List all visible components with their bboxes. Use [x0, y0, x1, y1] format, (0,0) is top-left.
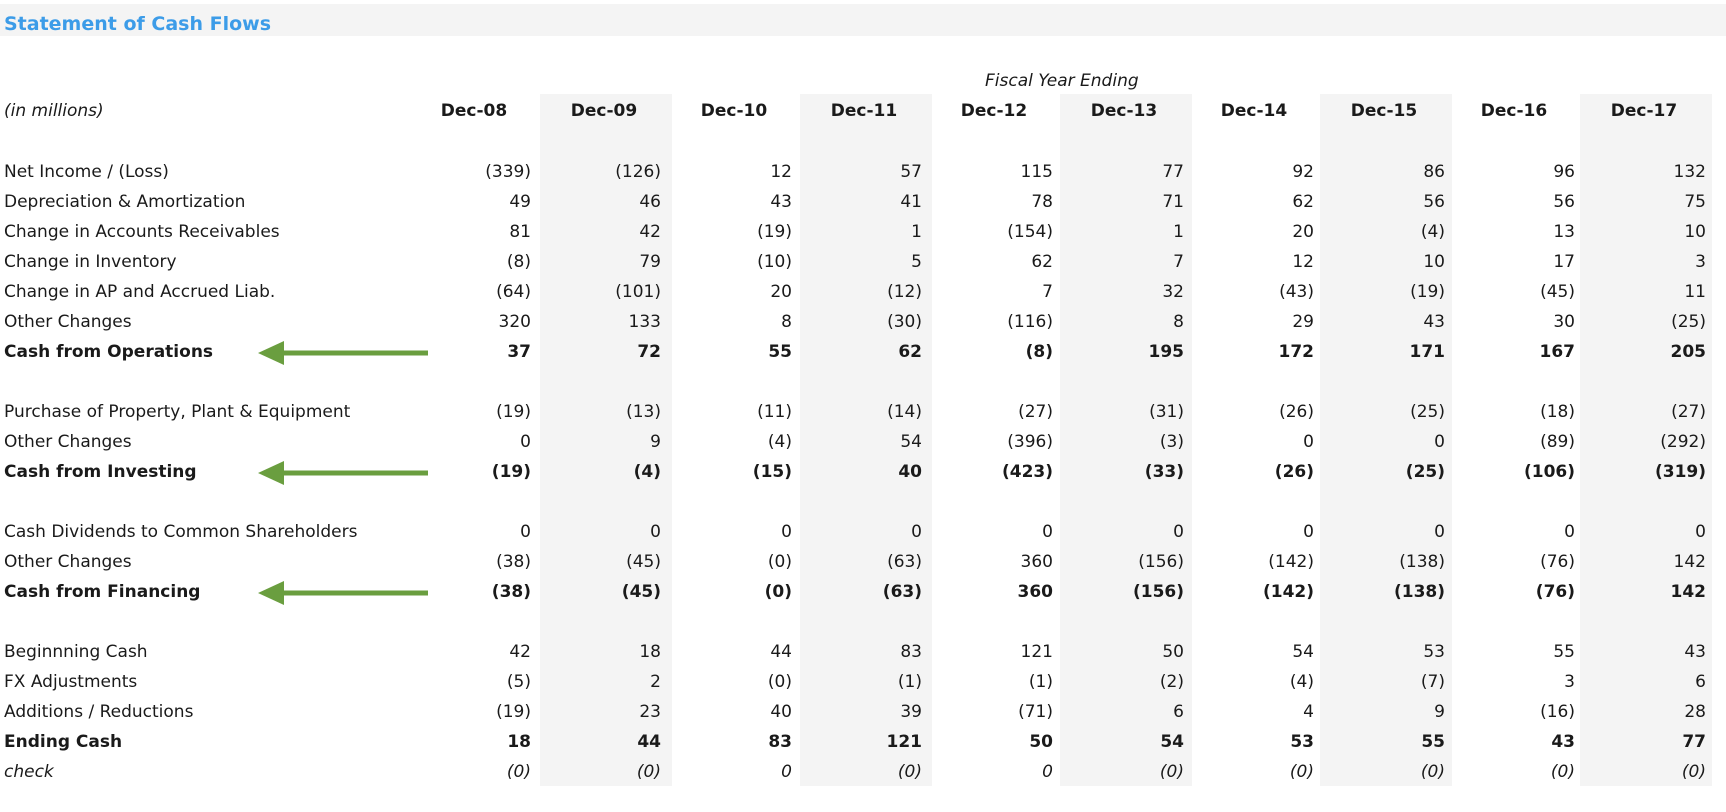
value-cell: 0 [911, 522, 922, 542]
value-cell: (396) [1007, 432, 1053, 452]
value-cell: 9 [650, 432, 661, 452]
value-cell: 37 [507, 342, 531, 362]
value-cell: (26) [1274, 462, 1314, 482]
table-row [0, 642, 1726, 672]
table-row [0, 762, 1726, 792]
value-cell: 46 [639, 192, 661, 212]
value-cell: 0 [1303, 522, 1314, 542]
value-cell: 40 [770, 702, 792, 722]
value-cell: (12) [887, 282, 922, 302]
value-cell: 55 [1553, 642, 1575, 662]
value-cell: 0 [1564, 522, 1575, 542]
row-label: Other Changes [4, 552, 132, 572]
value-cell: 55 [768, 342, 792, 362]
table-row [0, 432, 1726, 462]
value-cell: 0 [1434, 522, 1445, 542]
year-header: Dec-17 [1610, 101, 1678, 121]
value-cell: 1 [911, 222, 922, 242]
table-row [0, 252, 1726, 282]
value-cell: (154) [1007, 222, 1053, 242]
value-cell: 54 [1292, 642, 1314, 662]
table-row [0, 402, 1726, 432]
value-cell: (4) [1289, 672, 1314, 692]
value-cell: 77 [1682, 732, 1706, 752]
table-row [0, 192, 1726, 222]
value-cell: (4) [767, 432, 792, 452]
value-cell: (18) [1540, 402, 1575, 422]
value-cell: 5 [911, 252, 922, 272]
value-cell: 360 [1020, 552, 1053, 572]
row-label: Change in Accounts Receivables [4, 222, 280, 242]
value-cell: 55 [1421, 732, 1445, 752]
value-cell: 56 [1553, 192, 1575, 212]
value-cell: 54 [900, 432, 922, 452]
value-cell: 132 [1673, 162, 1706, 182]
value-cell: 0 [520, 522, 531, 542]
green-arrow-icon [258, 340, 428, 366]
value-cell: 57 [900, 162, 922, 182]
value-cell: 121 [886, 732, 922, 752]
value-cell: 12 [1292, 252, 1314, 272]
value-cell: 40 [898, 462, 922, 482]
value-cell: 0 [781, 762, 792, 782]
value-cell: (45) [626, 552, 661, 572]
value-cell: 44 [637, 732, 661, 752]
year-header: Dec-14 [1220, 101, 1288, 121]
value-cell: (16) [1540, 702, 1575, 722]
value-cell: 0 [781, 522, 792, 542]
value-cell: 121 [1020, 642, 1053, 662]
value-cell: (76) [1535, 582, 1575, 602]
value-cell: (116) [1007, 312, 1053, 332]
value-cell: (71) [1018, 702, 1053, 722]
value-cell: 7 [1042, 282, 1053, 302]
value-cell: (156) [1138, 552, 1184, 572]
value-cell: 83 [900, 642, 922, 662]
value-cell: (7) [1420, 672, 1445, 692]
value-cell: (19) [757, 222, 792, 242]
value-cell: (10) [757, 252, 792, 272]
row-label: Ending Cash [4, 732, 123, 752]
value-cell: 20 [770, 282, 792, 302]
table-row [0, 702, 1726, 732]
value-cell: (4) [1420, 222, 1445, 242]
value-cell: (138) [1393, 582, 1445, 602]
value-cell: 0 [520, 432, 531, 452]
value-cell: 11 [1684, 282, 1706, 302]
year-header: Dec-12 [960, 101, 1028, 121]
value-cell: 115 [1020, 162, 1053, 182]
value-cell: (0) [1159, 762, 1184, 782]
fiscal-year-label: Fiscal Year Ending [985, 71, 1139, 91]
value-cell: (13) [626, 402, 661, 422]
value-cell: (0) [1550, 762, 1575, 782]
value-cell: (25) [1410, 402, 1445, 422]
value-cell: 42 [639, 222, 661, 242]
value-cell: (63) [882, 582, 922, 602]
value-cell: (38) [496, 552, 531, 572]
value-cell: 172 [1278, 342, 1314, 362]
value-cell: (38) [491, 582, 531, 602]
year-header: Dec-16 [1480, 101, 1548, 121]
value-cell: (4) [633, 462, 661, 482]
value-cell: 75 [1684, 192, 1706, 212]
value-cell: 0 [1042, 522, 1053, 542]
value-cell: 6 [1173, 702, 1184, 722]
value-cell: (423) [1001, 462, 1053, 482]
row-label: Cash Dividends to Common Shareholders [4, 522, 358, 542]
row-label: Other Changes [4, 432, 132, 452]
row-label: Depreciation & Amortization [4, 192, 246, 212]
value-cell: 9 [1434, 702, 1445, 722]
value-cell: 53 [1423, 642, 1445, 662]
value-cell: 81 [509, 222, 531, 242]
value-cell: (156) [1132, 582, 1184, 602]
value-cell: 62 [1292, 192, 1314, 212]
value-cell: (0) [506, 762, 531, 782]
value-cell: 10 [1684, 222, 1706, 242]
value-cell: (142) [1262, 582, 1314, 602]
value-cell: (0) [636, 762, 661, 782]
value-cell: 72 [637, 342, 661, 362]
table-row [0, 222, 1726, 252]
value-cell: 17 [1553, 252, 1575, 272]
row-label: Cash from Operations [4, 342, 214, 362]
green-arrow-icon [258, 580, 428, 606]
value-cell: 62 [1031, 252, 1053, 272]
page-title: Statement of Cash Flows [4, 13, 272, 35]
year-header: Dec-08 [440, 101, 508, 121]
table-row [0, 342, 1726, 372]
value-cell: 195 [1148, 342, 1184, 362]
value-cell: (319) [1654, 462, 1706, 482]
value-cell: 171 [1409, 342, 1445, 362]
value-cell: 77 [1162, 162, 1184, 182]
value-cell: (0) [1420, 762, 1445, 782]
value-cell: 43 [1423, 312, 1445, 332]
value-cell: (339) [485, 162, 531, 182]
value-cell: 49 [509, 192, 531, 212]
row-label: Beginnning Cash [4, 642, 148, 662]
year-header: Dec-13 [1090, 101, 1158, 121]
value-cell: 39 [900, 702, 922, 722]
value-cell: 56 [1423, 192, 1445, 212]
value-cell: 2 [650, 672, 661, 692]
value-cell: 96 [1553, 162, 1575, 182]
value-cell: 43 [770, 192, 792, 212]
value-cell: (45) [1540, 282, 1575, 302]
value-cell: 6 [1695, 672, 1706, 692]
value-cell: (0) [767, 672, 792, 692]
value-cell: (106) [1523, 462, 1575, 482]
value-cell: 83 [768, 732, 792, 752]
value-cell: (1) [897, 672, 922, 692]
value-cell: (1) [1028, 672, 1053, 692]
value-cell: (14) [887, 402, 922, 422]
value-cell: (19) [491, 462, 531, 482]
value-cell: (25) [1671, 312, 1706, 332]
value-cell: (19) [496, 702, 531, 722]
table-row [0, 162, 1726, 192]
value-cell: (0) [767, 552, 792, 572]
value-cell: 50 [1029, 732, 1053, 752]
table-row [0, 312, 1726, 342]
value-cell: (30) [887, 312, 922, 332]
value-cell: (5) [506, 672, 531, 692]
year-header: Dec-09 [570, 101, 638, 121]
value-cell: (2) [1159, 672, 1184, 692]
value-cell: 62 [898, 342, 922, 362]
row-label: Cash from Financing [4, 582, 201, 602]
year-header: Dec-10 [700, 101, 768, 121]
row-label: Purchase of Property, Plant & Equipment [4, 402, 351, 422]
row-label: check [4, 762, 54, 782]
unit-label: (in millions) [4, 101, 104, 121]
value-cell: (3) [1159, 432, 1184, 452]
table-row [0, 522, 1726, 552]
value-cell: 23 [639, 702, 661, 722]
row-label: Change in Inventory [4, 252, 177, 272]
value-cell: 3 [1564, 672, 1575, 692]
value-cell: 20 [1292, 222, 1314, 242]
value-cell: (27) [1018, 402, 1053, 422]
value-cell: 92 [1292, 162, 1314, 182]
value-cell: 142 [1670, 582, 1706, 602]
title-bar [0, 4, 1726, 36]
value-cell: 360 [1017, 582, 1053, 602]
year-header: Dec-15 [1350, 101, 1418, 121]
value-cell: (0) [897, 762, 922, 782]
value-cell: 0 [1303, 432, 1314, 452]
value-cell: (64) [496, 282, 531, 302]
value-cell: 43 [1684, 642, 1706, 662]
value-cell: (63) [887, 552, 922, 572]
value-cell: 28 [1684, 702, 1706, 722]
value-cell: 4 [1303, 702, 1314, 722]
value-cell: (0) [764, 582, 792, 602]
value-cell: 44 [770, 642, 792, 662]
value-cell: 142 [1673, 552, 1706, 572]
value-cell: 79 [639, 252, 661, 272]
value-cell: 50 [1162, 642, 1184, 662]
row-label: Additions / Reductions [4, 702, 194, 722]
row-label: Net Income / (Loss) [4, 162, 169, 182]
value-cell: (19) [1410, 282, 1445, 302]
value-cell: 29 [1292, 312, 1314, 332]
value-cell: 12 [770, 162, 792, 182]
value-cell: 42 [509, 642, 531, 662]
value-cell: (45) [621, 582, 661, 602]
value-cell: (8) [1025, 342, 1053, 362]
value-cell: 53 [1290, 732, 1314, 752]
value-cell: 0 [1695, 522, 1706, 542]
value-cell: (25) [1405, 462, 1445, 482]
value-cell: 3 [1695, 252, 1706, 272]
value-cell: (11) [757, 402, 792, 422]
value-cell: (31) [1149, 402, 1184, 422]
green-arrow-icon [258, 460, 428, 486]
value-cell: 133 [628, 312, 661, 332]
value-cell: (292) [1660, 432, 1706, 452]
value-cell: 0 [650, 522, 661, 542]
value-cell: (126) [615, 162, 661, 182]
value-cell: 7 [1173, 252, 1184, 272]
value-cell: 18 [507, 732, 531, 752]
value-cell: 30 [1553, 312, 1575, 332]
table-row [0, 672, 1726, 702]
value-cell: (142) [1268, 552, 1314, 572]
value-cell: (15) [752, 462, 792, 482]
value-cell: (43) [1279, 282, 1314, 302]
row-label: Cash from Investing [4, 462, 197, 482]
value-cell: 86 [1423, 162, 1445, 182]
value-cell: (138) [1399, 552, 1445, 572]
value-cell: (89) [1540, 432, 1575, 452]
value-cell: 320 [498, 312, 531, 332]
value-cell: 71 [1162, 192, 1184, 212]
value-cell: 0 [1042, 762, 1053, 782]
table-row [0, 552, 1726, 582]
value-cell: 0 [1173, 522, 1184, 542]
value-cell: 18 [639, 642, 661, 662]
value-cell: (27) [1671, 402, 1706, 422]
row-label: FX Adjustments [4, 672, 138, 692]
table-row [0, 282, 1726, 312]
value-cell: 41 [900, 192, 922, 212]
table-row [0, 582, 1726, 612]
value-cell: 8 [781, 312, 792, 332]
value-cell: (26) [1279, 402, 1314, 422]
value-cell: 32 [1162, 282, 1184, 302]
table-row [0, 462, 1726, 492]
value-cell: (0) [1681, 762, 1706, 782]
value-cell: 43 [1551, 732, 1575, 752]
value-cell: 8 [1173, 312, 1184, 332]
value-cell: 10 [1423, 252, 1445, 272]
value-cell: 1 [1173, 222, 1184, 242]
value-cell: (101) [615, 282, 661, 302]
value-cell: 13 [1553, 222, 1575, 242]
row-label: Other Changes [4, 312, 132, 332]
value-cell: (33) [1144, 462, 1184, 482]
value-cell: 0 [1434, 432, 1445, 452]
value-cell: (76) [1540, 552, 1575, 572]
value-cell: 78 [1031, 192, 1053, 212]
value-cell: (19) [496, 402, 531, 422]
value-cell: (8) [506, 252, 531, 272]
value-cell: (0) [1289, 762, 1314, 782]
year-header: Dec-11 [830, 101, 898, 121]
value-cell: 54 [1160, 732, 1184, 752]
value-cell: 167 [1539, 342, 1575, 362]
value-cell: 205 [1670, 342, 1706, 362]
table-row [0, 732, 1726, 762]
row-label: Change in AP and Accrued Liab. [4, 282, 276, 302]
